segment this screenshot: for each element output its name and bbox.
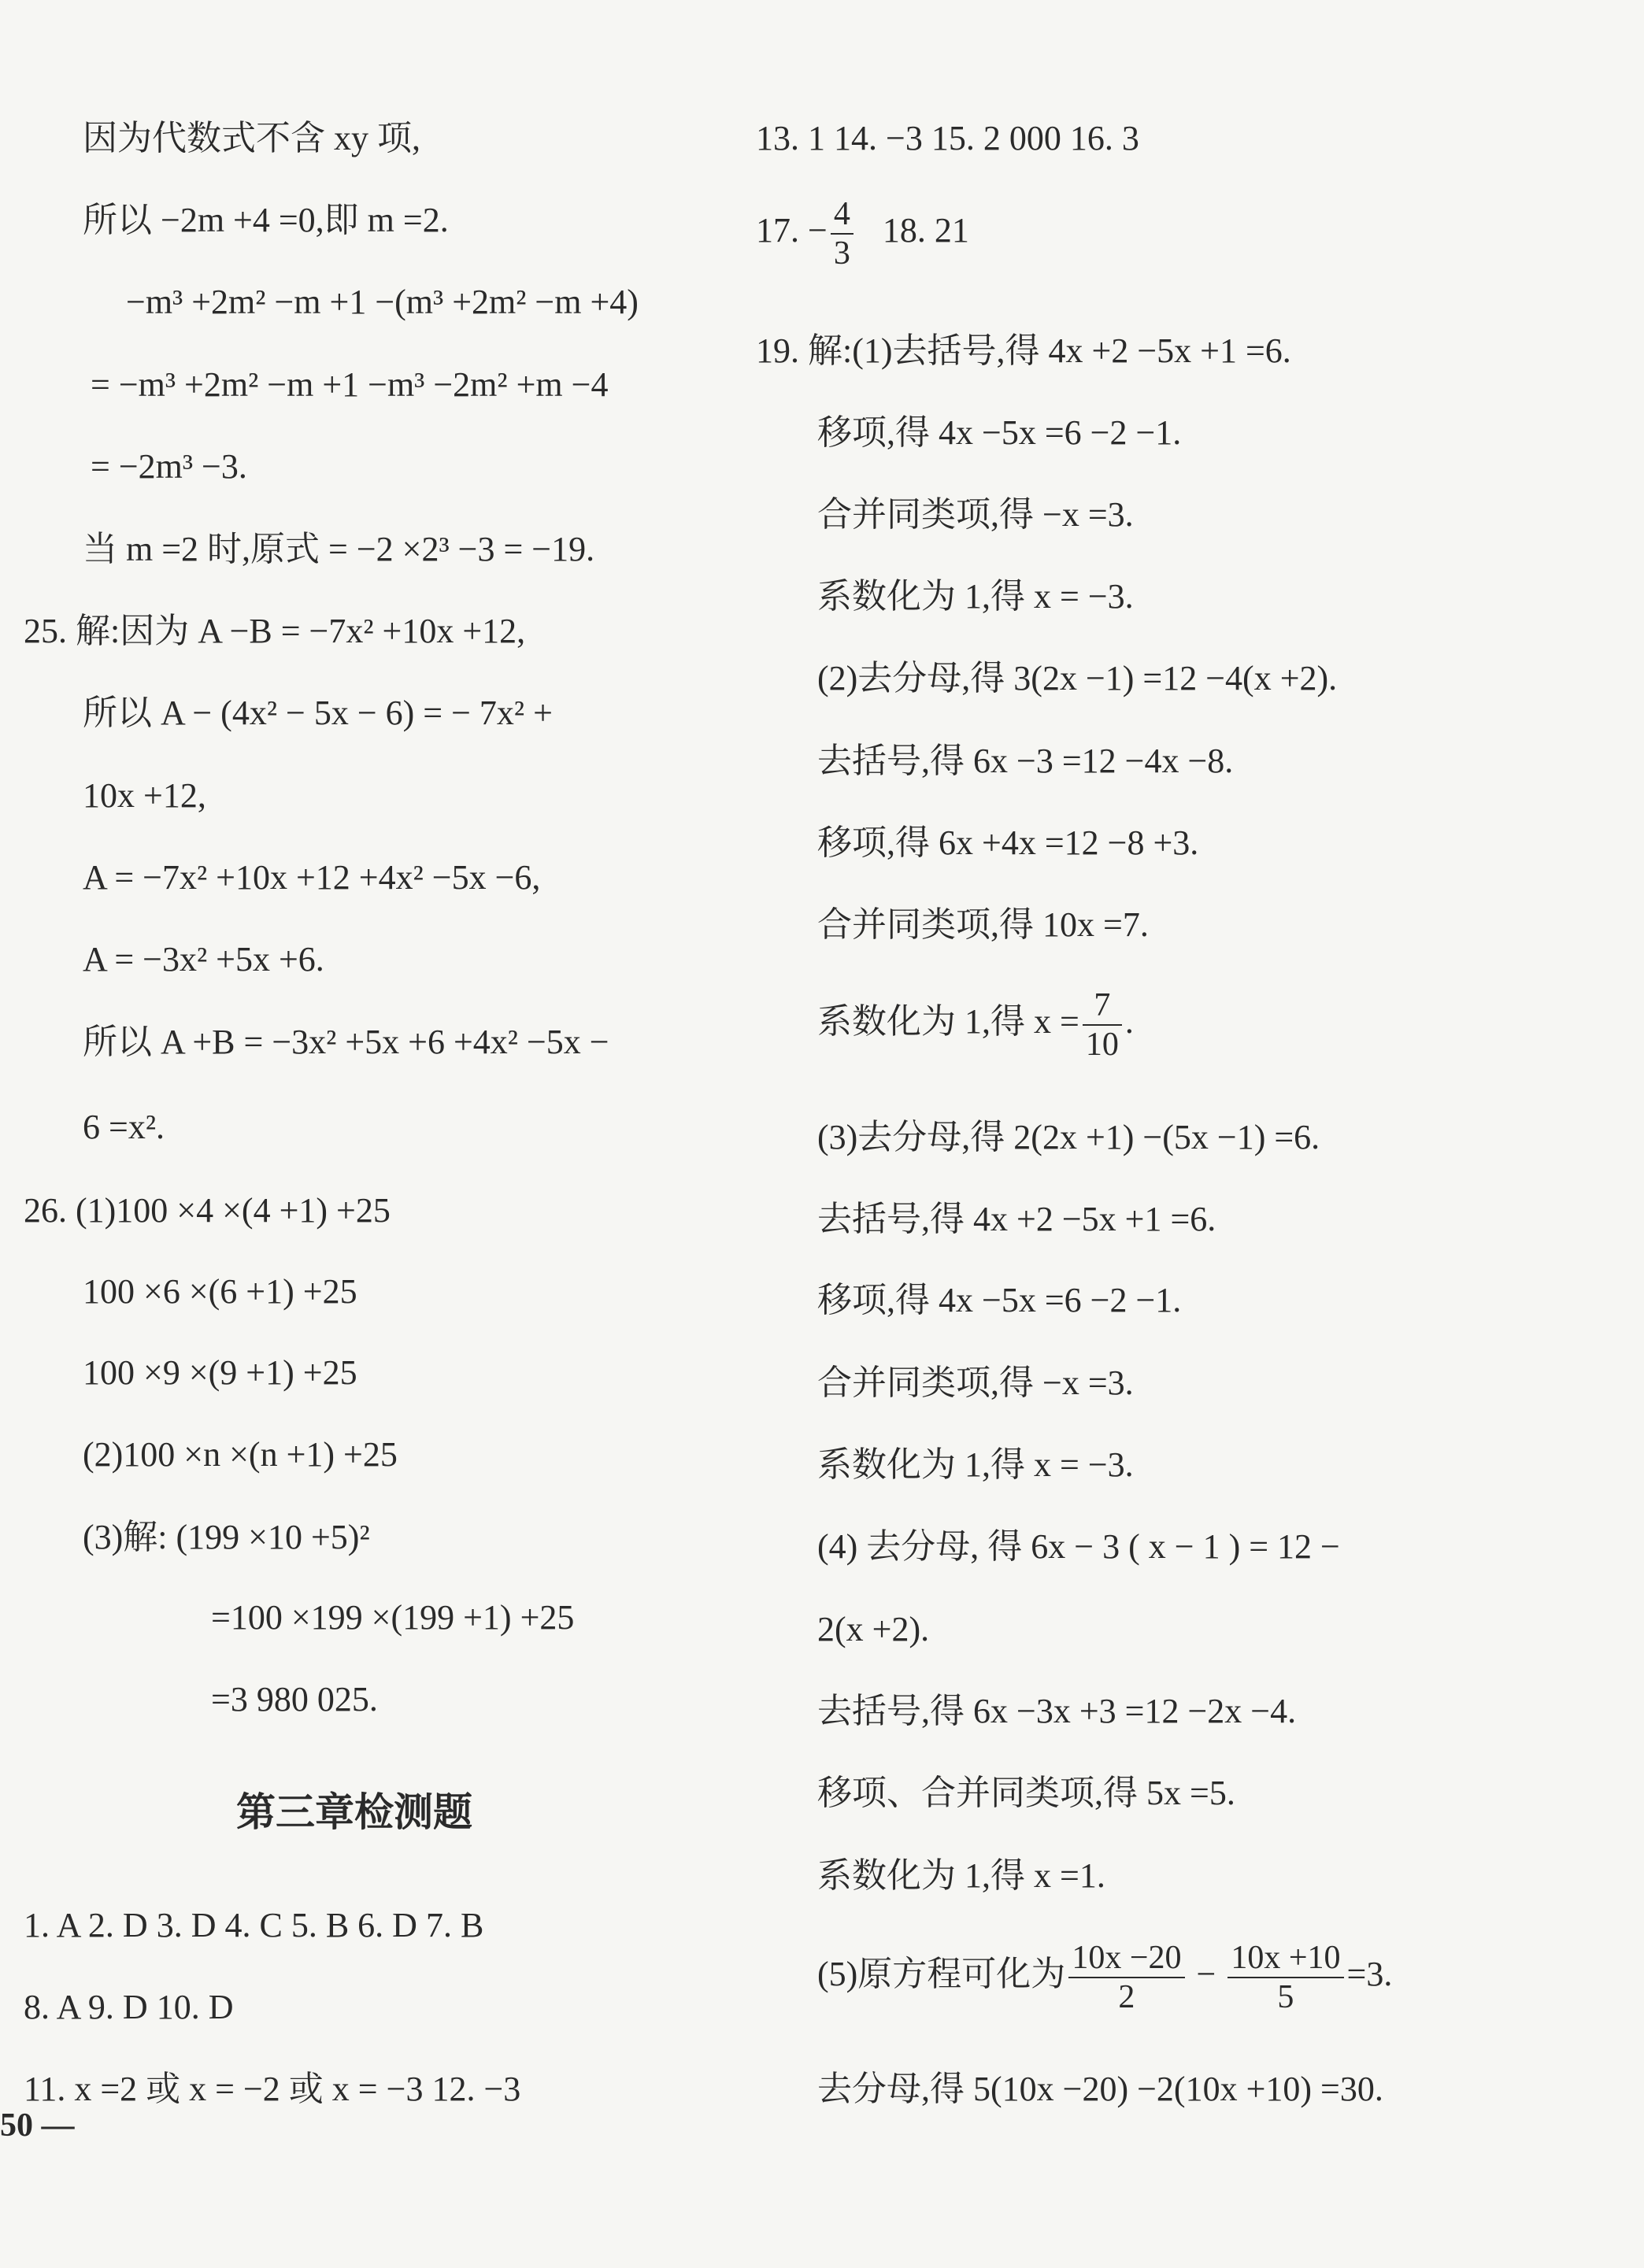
- text-line: 19. 解:(1)去括号,得 4x +2 −5x +1 =6.: [756, 331, 1291, 370]
- text-line: 所以 A − (4x² − 5x − 6) = − 7x² +: [83, 694, 553, 732]
- text-line: = −m³ +2m² −m +1 −m³ −2m² +m −4: [91, 365, 609, 404]
- text-line: 系数化为 1,得 x =1.: [817, 1856, 1105, 1895]
- text-line: 因为代数式不含 xy 项,: [83, 119, 420, 157]
- text-line: (3)解: (199 ×10 +5)²: [83, 1518, 370, 1556]
- answer-line: 11. x =2 或 x = −2 或 x = −3 12. −3: [24, 2070, 521, 2108]
- fraction-numerator: 7: [1083, 986, 1122, 1026]
- text-line: 6 =x².: [83, 1108, 165, 1146]
- text-line: (4) 去分母, 得 6x − 3 ( x − 1 ) = 12 −: [817, 1527, 1340, 1566]
- text-line: 100 ×9 ×(9 +1) +25: [83, 1353, 357, 1392]
- fraction-line: [817, 984, 1134, 1064]
- text-line: = −2m³ −3.: [91, 447, 247, 486]
- fraction: [831, 195, 853, 272]
- text-fragment: 17. −: [756, 211, 828, 250]
- fraction: [1083, 986, 1122, 1064]
- answer-line: 13. 1 14. −3 15. 2 000 16. 3: [756, 119, 1139, 157]
- text-line: 去括号,得 4x +2 −5x +1 =6.: [817, 1200, 1216, 1238]
- text-line: (3)去分母,得 2(2x +1) −(5x −1) =6.: [817, 1118, 1320, 1156]
- fraction-denominator: 2: [1118, 1978, 1135, 2015]
- text-line: 合并同类项,得 −x =3.: [817, 495, 1134, 534]
- text-line: 合并同类项,得 −x =3.: [817, 1363, 1134, 1402]
- text-line: 当 m =2 时,原式 = −2 ×2³ −3 = −19.: [83, 530, 595, 568]
- text-line: 所以 −2m +4 =0,即 m =2.: [83, 201, 449, 239]
- text-fragment: 系数化为 1,得 x =: [817, 1002, 1079, 1041]
- text-line: =100 ×199 ×(199 +1) +25: [211, 1598, 575, 1637]
- text-line: =3 980 025.: [211, 1680, 378, 1719]
- text-line: 移项,得 4x −5x =6 −2 −1.: [817, 1281, 1182, 1319]
- fraction-numerator: 10x +10: [1227, 1939, 1343, 1978]
- text-line: 100 ×6 ×(6 +1) +25: [83, 1272, 357, 1311]
- page-number: 50 —: [0, 2107, 75, 2144]
- text-line: 系数化为 1,得 x = −3.: [817, 577, 1134, 616]
- text-line: A = −7x² +10x +12 +4x² −5x −6,: [83, 858, 541, 897]
- text-line: (2)100 ×n ×(n +1) +25: [83, 1435, 398, 1474]
- text-line: 去括号,得 6x −3 =12 −4x −8.: [817, 742, 1234, 780]
- fraction-denominator: 5: [1277, 1978, 1294, 2015]
- text-line: 系数化为 1,得 x = −3.: [817, 1445, 1134, 1484]
- text-line: 25. 解:因为 A −B = −7x² +10x +12,: [24, 612, 526, 650]
- text-fragment: =3.: [1346, 1955, 1393, 1993]
- fraction-denominator: 10: [1085, 1026, 1119, 1063]
- text-line: 去括号,得 6x −3x +3 =12 −2x −4.: [817, 1692, 1297, 1730]
- text-line: 10x +12,: [83, 776, 206, 815]
- text-fragment: (5)原方程可化为: [817, 1955, 1066, 1993]
- equation-5-line: [817, 1935, 1392, 2016]
- text-line: 所以 A +B = −3x² +5x +6 +4x² −5x −: [83, 1023, 609, 1061]
- text-line: 2(x +2).: [817, 1610, 930, 1648]
- text-line: 移项,得 4x −5x =6 −2 −1.: [817, 413, 1182, 452]
- text-line: 移项,得 6x +4x =12 −8 +3.: [817, 823, 1199, 862]
- text-line: −m³ +2m² −m +1 −(m³ +2m² −m +4): [126, 283, 639, 321]
- fraction-denominator: 3: [833, 235, 850, 272]
- text-line: 移项、合并同类项,得 5x =5.: [817, 1774, 1235, 1812]
- text-line: 26. (1)100 ×4 ×(4 +1) +25: [24, 1191, 391, 1230]
- section-title: 第三章检测题: [236, 1789, 472, 1835]
- text-line: 去分母,得 5(10x −20) −2(10x +10) =30.: [817, 2070, 1383, 2108]
- fraction: [1227, 1939, 1343, 2016]
- text-line: 合并同类项,得 10x =7.: [817, 905, 1149, 944]
- fraction-numerator: 10x −20: [1068, 1939, 1184, 1978]
- answer-line-17-18: [756, 195, 969, 272]
- answer-line: 8. A 9. D 10. D: [24, 1988, 234, 2026]
- fraction-numerator: 4: [831, 195, 853, 235]
- text-fragment: .: [1124, 1002, 1134, 1041]
- text-line: (2)去分母,得 3(2x −1) =12 −4(x +2).: [817, 659, 1338, 697]
- minus-sign: −: [1196, 1955, 1216, 1993]
- fraction: [1068, 1939, 1184, 2016]
- text-line: A = −3x² +5x +6.: [83, 940, 324, 979]
- text-fragment: 18. 21: [882, 211, 969, 250]
- answer-line: 1. A 2. D 3. D 4. C 5. B 6. D 7. B: [24, 1906, 484, 1944]
